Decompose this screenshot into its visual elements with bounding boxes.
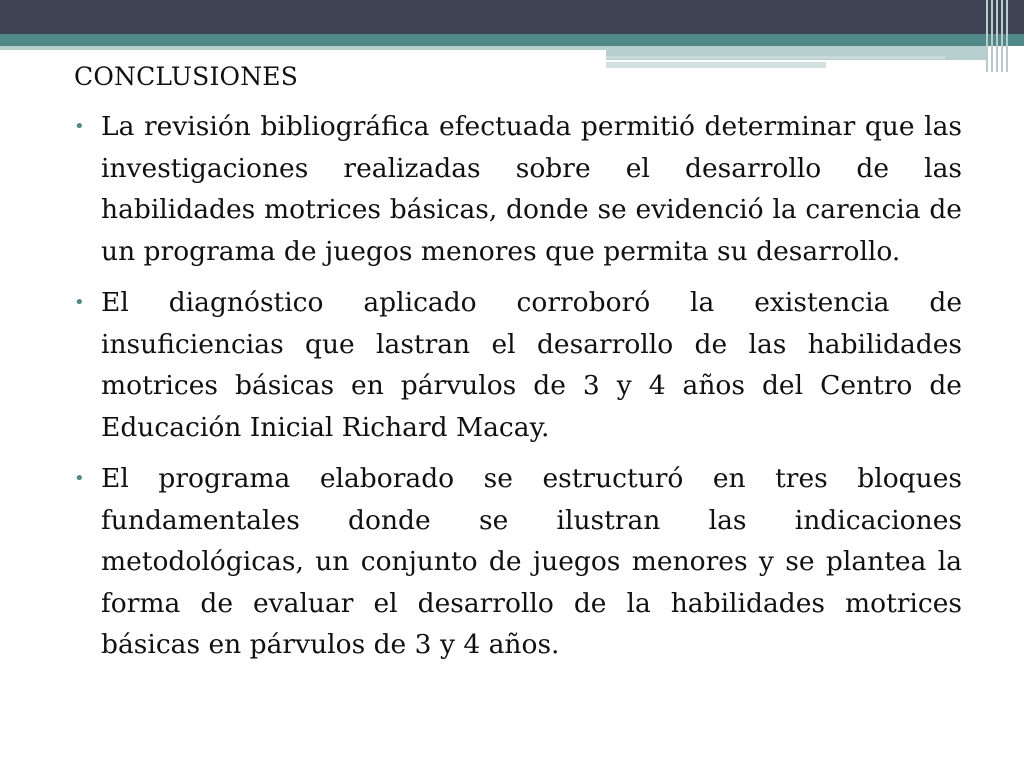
bullet-text: El diagnóstico aplicado corroboró la existencia de insuficiencias que lastran el desarrollo de las habilidades motrices básicas en párvulos de 3 y 4 años del Centro de Educación Inicial Richard Macay.	[101, 287, 962, 443]
header-light-line-left	[0, 46, 606, 50]
header-light-short-line	[606, 62, 826, 68]
bullet-icon: •	[74, 292, 85, 313]
bullet-icon: •	[74, 468, 85, 489]
header-dark-band	[0, 0, 1024, 34]
bullet-text: La revisión bibliográfica efectuada permitió determinar que las investigaciones realizadas sobre el desarrollo de las habilidades motrices básicas, donde se evidenció la carencia de un programa de juegos menores que permita su desarrollo.	[101, 111, 962, 267]
list-item	[74, 106, 962, 272]
header-light-line-right	[606, 56, 946, 59]
conclusions-list	[74, 106, 962, 676]
slide-title: CONCLUSIONES	[74, 62, 299, 91]
bullet-icon: •	[74, 116, 85, 137]
header-vertical-stripes	[986, 0, 1012, 72]
list-item	[74, 282, 962, 448]
header-teal-band	[0, 34, 1024, 46]
bullet-text: El programa elaborado se estructuró en tres bloques fundamentales donde se ilustran las indicaciones metodológicas, un conjunto de juegos menores y se plantea la forma de evaluar el desarrollo de la habilidades motrices básicas en párvulos de 3 y 4 años.	[101, 463, 962, 660]
list-item	[74, 458, 962, 666]
